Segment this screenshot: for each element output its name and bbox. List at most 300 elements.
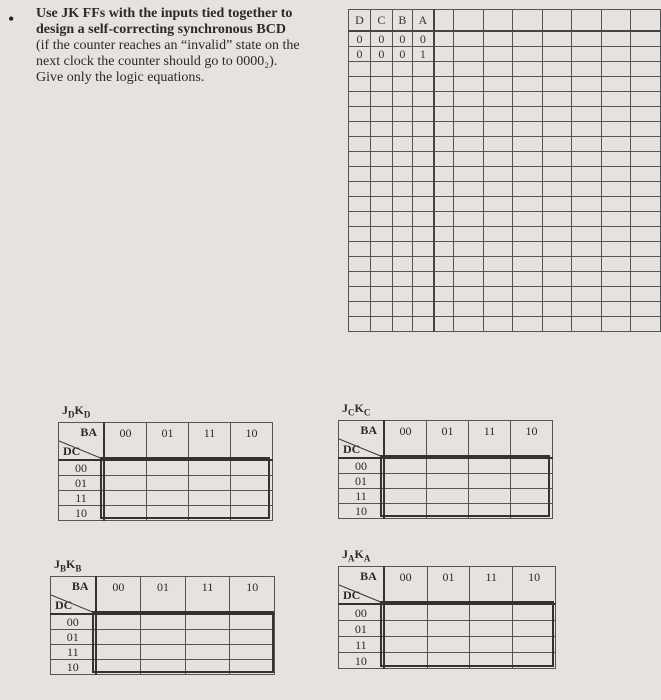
blank-cell: [483, 10, 513, 32]
blank-cell: [631, 182, 661, 197]
blank-cell: [454, 242, 484, 257]
blank-cell: [434, 62, 454, 77]
blank-cell: [483, 182, 513, 197]
blank-cell: [601, 272, 631, 287]
blank-cell: [454, 152, 484, 167]
blank-cell: [601, 137, 631, 152]
blank-cell: [572, 212, 602, 227]
column-label: 10: [231, 423, 273, 461]
blank-cell: [392, 152, 412, 167]
blank-cell: [370, 302, 392, 317]
blank-cell: [601, 212, 631, 227]
blank-cell: [434, 257, 454, 272]
blank-cell: [349, 272, 371, 287]
row-label: 01: [51, 630, 96, 645]
column-label: 10: [230, 577, 275, 615]
blank-cell: [412, 302, 434, 317]
blank-cell: [631, 242, 661, 257]
blank-cell: [601, 31, 631, 47]
kmap-ja-ka: [338, 547, 556, 669]
blank-cell: [370, 167, 392, 182]
blank-cell: [434, 212, 454, 227]
kmap-border: [380, 601, 554, 667]
blank-cell: [601, 197, 631, 212]
blank-cell: [601, 302, 631, 317]
blank-cell: [434, 47, 454, 62]
blank-cell: [601, 122, 631, 137]
blank-cell: [392, 287, 412, 302]
blank-cell: [434, 77, 454, 92]
blank-cell: [483, 31, 513, 47]
column-variable-label: BA: [360, 423, 377, 437]
blank-cell: [513, 212, 543, 227]
question-line-2: design a self-correcting synchronous BCD: [36, 22, 286, 37]
kmap-corner: [339, 421, 385, 459]
blank-cell: [513, 302, 543, 317]
row-label: 11: [339, 489, 385, 504]
blank-cell: [434, 152, 454, 167]
blank-cell: [483, 137, 513, 152]
blank-cell: [631, 167, 661, 182]
blank-cell: [631, 197, 661, 212]
blank-cell: [483, 212, 513, 227]
blank-cell: [542, 317, 572, 332]
blank-cell: [513, 152, 543, 167]
blank-cell: [483, 92, 513, 107]
blank-cell: [483, 152, 513, 167]
blank-cell: [392, 92, 412, 107]
blank-cell: [513, 167, 543, 182]
question-text: [36, 6, 336, 86]
blank-cell: [572, 227, 602, 242]
kmap-corner: [59, 423, 105, 461]
blank-cell: [370, 272, 392, 287]
blank-cell: [349, 107, 371, 122]
blank-cell: [392, 137, 412, 152]
blank-cell: [434, 317, 454, 332]
blank-cell: [370, 257, 392, 272]
blank-cell: [349, 317, 371, 332]
blank-cell: [349, 137, 371, 152]
blank-cell: [542, 167, 572, 182]
column-label: 01: [141, 577, 186, 615]
row-label: 11: [59, 491, 105, 506]
blank-cell: [542, 287, 572, 302]
blank-cell: [483, 257, 513, 272]
blank-cell: [434, 10, 454, 32]
blank-cell: [572, 31, 602, 47]
blank-cell: [412, 242, 434, 257]
blank-cell: [349, 92, 371, 107]
blank-cell: [392, 77, 412, 92]
blank-cell: [572, 47, 602, 62]
blank-cell: [370, 137, 392, 152]
blank-cell: [412, 137, 434, 152]
blank-cell: [483, 107, 513, 122]
column-label: 11: [469, 421, 511, 459]
kmap-title: $J_CK_C$: [342, 401, 371, 418]
blank-cell: [572, 182, 602, 197]
blank-cell: [572, 77, 602, 92]
blank-cell: [392, 227, 412, 242]
column-label: 00: [384, 421, 427, 459]
column-label: 00: [384, 567, 427, 605]
row-label: 10: [339, 504, 385, 519]
blank-cell: [392, 242, 412, 257]
blank-cell: [454, 227, 484, 242]
question-line-3: (if the counter reaches an “invalid” state on the: [36, 38, 300, 53]
column-variable-label: BA: [360, 569, 377, 583]
blank-cell: [631, 47, 661, 62]
header-cell: B: [392, 10, 412, 32]
blank-cell: [412, 62, 434, 77]
blank-cell: [412, 152, 434, 167]
kmap-jb-kb: [50, 557, 275, 674]
blank-cell: [542, 212, 572, 227]
value-cell: 0: [370, 47, 392, 62]
blank-cell: [412, 92, 434, 107]
blank-cell: [513, 197, 543, 212]
blank-cell: [542, 10, 572, 32]
blank-cell: [483, 242, 513, 257]
blank-cell: [349, 167, 371, 182]
blank-cell: [370, 242, 392, 257]
kmap-jd-kd: [58, 403, 273, 521]
blank-cell: [631, 302, 661, 317]
blank-cell: [370, 77, 392, 92]
blank-cell: [572, 257, 602, 272]
blank-cell: [542, 77, 572, 92]
blank-cell: [434, 107, 454, 122]
blank-cell: [513, 227, 543, 242]
blank-cell: [349, 302, 371, 317]
column-label: 11: [185, 577, 230, 615]
blank-cell: [572, 152, 602, 167]
blank-cell: [542, 137, 572, 152]
blank-cell: [631, 62, 661, 77]
blank-cell: [412, 107, 434, 122]
blank-cell: [631, 272, 661, 287]
blank-cell: [542, 47, 572, 62]
row-label: 00: [339, 604, 384, 621]
blank-cell: [601, 317, 631, 332]
blank-cell: [572, 10, 602, 32]
blank-cell: [631, 257, 661, 272]
blank-cell: [483, 227, 513, 242]
blank-cell: [349, 122, 371, 137]
kmap-corner: [339, 567, 384, 605]
value-cell: 0: [370, 31, 392, 47]
row-variable-label: DC: [55, 598, 73, 612]
blank-cell: [483, 77, 513, 92]
blank-cell: [454, 257, 484, 272]
blank-cell: [412, 77, 434, 92]
blank-cell: [542, 92, 572, 107]
blank-cell: [434, 137, 454, 152]
blank-cell: [412, 317, 434, 332]
blank-cell: [454, 212, 484, 227]
row-variable-label: DC: [63, 444, 81, 458]
blank-cell: [454, 122, 484, 137]
blank-cell: [572, 122, 602, 137]
blank-cell: [601, 62, 631, 77]
blank-cell: [542, 31, 572, 47]
blank-cell: [513, 62, 543, 77]
blank-cell: [349, 62, 371, 77]
blank-cell: [454, 182, 484, 197]
blank-cell: [349, 77, 371, 92]
blank-cell: [370, 62, 392, 77]
blank-cell: [631, 317, 661, 332]
blank-cell: [542, 257, 572, 272]
blank-cell: [631, 92, 661, 107]
blank-cell: [434, 31, 454, 47]
kmap-jc-kc: [338, 401, 553, 519]
blank-cell: [454, 47, 484, 62]
blank-cell: [412, 227, 434, 242]
blank-cell: [434, 302, 454, 317]
blank-cell: [370, 317, 392, 332]
blank-cell: [349, 152, 371, 167]
blank-cell: [454, 167, 484, 182]
blank-cell: [542, 182, 572, 197]
blank-cell: [483, 47, 513, 62]
kmap-title: $J_AK_A$: [342, 547, 371, 564]
blank-cell: [454, 62, 484, 77]
blank-cell: [454, 197, 484, 212]
kmap-border: [380, 455, 550, 517]
blank-cell: [631, 107, 661, 122]
blank-cell: [601, 10, 631, 32]
blank-cell: [572, 302, 602, 317]
blank-cell: [412, 287, 434, 302]
blank-cell: [392, 257, 412, 272]
blank-cell: [454, 287, 484, 302]
blank-cell: [349, 197, 371, 212]
blank-cell: [454, 302, 484, 317]
blank-cell: [572, 107, 602, 122]
blank-cell: [631, 122, 661, 137]
blank-cell: [542, 242, 572, 257]
value-cell: 0: [392, 47, 412, 62]
blank-cell: [454, 107, 484, 122]
blank-cell: [392, 62, 412, 77]
row-variable-label: DC: [343, 588, 361, 602]
row-label: 10: [51, 660, 96, 675]
column-label: 01: [427, 421, 469, 459]
blank-cell: [412, 167, 434, 182]
column-label: 00: [104, 423, 147, 461]
blank-cell: [631, 137, 661, 152]
blank-cell: [454, 31, 484, 47]
blank-cell: [513, 10, 543, 32]
blank-cell: [513, 287, 543, 302]
blank-cell: [454, 272, 484, 287]
blank-cell: [513, 137, 543, 152]
header-cell: A: [412, 10, 434, 32]
blank-cell: [542, 197, 572, 212]
header-cell: C: [370, 10, 392, 32]
value-cell: 0: [349, 47, 371, 62]
blank-cell: [412, 212, 434, 227]
blank-cell: [392, 317, 412, 332]
blank-cell: [542, 302, 572, 317]
blank-cell: [370, 287, 392, 302]
blank-cell: [572, 167, 602, 182]
blank-cell: [513, 92, 543, 107]
blank-cell: [542, 62, 572, 77]
column-label: 01: [147, 423, 189, 461]
question-line-4: next clock the counter should go to 0000₂).: [36, 54, 278, 69]
blank-cell: [601, 152, 631, 167]
column-variable-label: BA: [80, 425, 97, 439]
kmap-title: $J_DK_D$: [62, 403, 91, 420]
row-label: 00: [339, 458, 385, 474]
blank-cell: [454, 77, 484, 92]
blank-cell: [349, 257, 371, 272]
blank-cell: [542, 227, 572, 242]
kmap-border: [92, 611, 274, 673]
row-label: 00: [51, 614, 96, 630]
kmap-corner: [51, 577, 96, 615]
blank-cell: [631, 227, 661, 242]
row-label: 11: [51, 645, 96, 660]
blank-cell: [412, 197, 434, 212]
blank-cell: [631, 212, 661, 227]
bullet-point: •: [8, 9, 15, 29]
blank-cell: [601, 287, 631, 302]
blank-cell: [513, 182, 543, 197]
blank-cell: [572, 92, 602, 107]
value-cell: 1: [412, 47, 434, 62]
column-label: 10: [511, 421, 553, 459]
column-label: 11: [189, 423, 231, 461]
blank-cell: [412, 272, 434, 287]
question-line-1: Use JK FFs with the inputs tied together to: [36, 6, 293, 21]
blank-cell: [434, 197, 454, 212]
row-label: 10: [59, 506, 105, 521]
blank-cell: [370, 227, 392, 242]
blank-cell: [542, 122, 572, 137]
blank-cell: [542, 107, 572, 122]
blank-cell: [601, 107, 631, 122]
blank-cell: [542, 152, 572, 167]
blank-cell: [434, 272, 454, 287]
blank-cell: [349, 287, 371, 302]
blank-cell: [370, 107, 392, 122]
blank-cell: [572, 287, 602, 302]
blank-cell: [392, 212, 412, 227]
blank-cell: [483, 167, 513, 182]
blank-cell: [349, 182, 371, 197]
blank-cell: [631, 152, 661, 167]
value-cell: 0: [412, 31, 434, 47]
blank-cell: [454, 317, 484, 332]
blank-cell: [434, 92, 454, 107]
blank-cell: [513, 107, 543, 122]
blank-cell: [454, 137, 484, 152]
blank-cell: [513, 122, 543, 137]
row-label: 01: [339, 474, 385, 489]
blank-cell: [392, 182, 412, 197]
blank-cell: [513, 31, 543, 47]
question-line-5: Give only the logic equations.: [36, 70, 205, 85]
blank-cell: [601, 182, 631, 197]
blank-cell: [454, 10, 484, 32]
blank-cell: [601, 47, 631, 62]
blank-cell: [392, 107, 412, 122]
blank-cell: [349, 227, 371, 242]
kmap-border: [100, 457, 270, 519]
blank-cell: [349, 242, 371, 257]
column-label: 00: [96, 577, 141, 615]
row-label: 01: [339, 621, 384, 637]
blank-cell: [434, 122, 454, 137]
blank-cell: [370, 212, 392, 227]
blank-cell: [483, 272, 513, 287]
blank-cell: [392, 167, 412, 182]
blank-cell: [572, 317, 602, 332]
value-cell: 0: [349, 31, 371, 47]
blank-cell: [513, 257, 543, 272]
header-cell: D: [349, 10, 371, 32]
column-label: 11: [470, 567, 513, 605]
blank-cell: [572, 197, 602, 212]
row-label: 11: [339, 637, 384, 653]
blank-cell: [483, 62, 513, 77]
blank-cell: [434, 167, 454, 182]
blank-cell: [513, 77, 543, 92]
blank-cell: [412, 182, 434, 197]
column-label: 01: [427, 567, 470, 605]
blank-cell: [631, 287, 661, 302]
row-label: 10: [339, 653, 384, 669]
blank-cell: [434, 287, 454, 302]
blank-cell: [601, 77, 631, 92]
blank-cell: [392, 272, 412, 287]
value-cell: 0: [392, 31, 412, 47]
blank-cell: [601, 257, 631, 272]
blank-cell: [631, 77, 661, 92]
blank-cell: [370, 182, 392, 197]
blank-cell: [572, 242, 602, 257]
blank-cell: [370, 152, 392, 167]
row-variable-label: DC: [343, 442, 361, 456]
blank-cell: [370, 92, 392, 107]
blank-cell: [412, 122, 434, 137]
row-label: 00: [59, 460, 105, 476]
blank-cell: [513, 317, 543, 332]
blank-cell: [392, 302, 412, 317]
blank-cell: [434, 242, 454, 257]
blank-cell: [412, 257, 434, 272]
blank-cell: [601, 167, 631, 182]
blank-cell: [601, 227, 631, 242]
blank-cell: [370, 197, 392, 212]
blank-cell: [434, 182, 454, 197]
state-truth-table: [348, 9, 661, 332]
blank-cell: [601, 92, 631, 107]
blank-cell: [434, 227, 454, 242]
blank-cell: [483, 197, 513, 212]
kmap-title: $J_BK_B$: [54, 557, 82, 574]
blank-cell: [349, 212, 371, 227]
blank-cell: [370, 122, 392, 137]
blank-cell: [483, 122, 513, 137]
blank-cell: [513, 47, 543, 62]
blank-cell: [513, 242, 543, 257]
blank-cell: [572, 272, 602, 287]
